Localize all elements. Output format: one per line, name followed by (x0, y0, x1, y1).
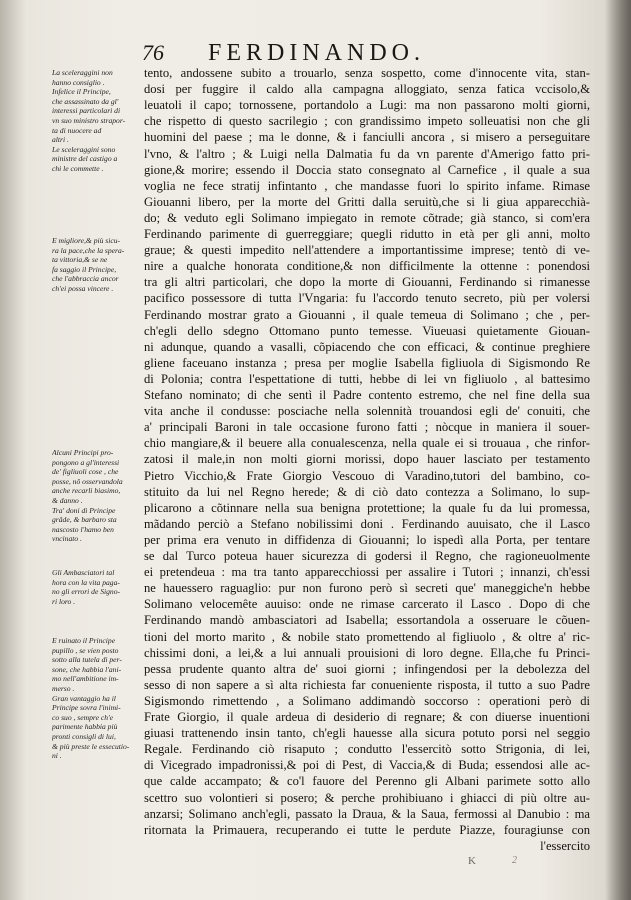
margin-note-line: pupillo , se vien posto (52, 645, 119, 655)
text-line: leuatoli il capo; tornossene, portandolo a Lugi: ma non passarono molti giorni, (144, 98, 590, 113)
text-line: Ferdinando mandò ambasciatori ad Isabella; essortandola a osseruare le cõuen- (144, 613, 590, 628)
text-line: ne hauessero raguaglio: pur non furono però sì secreti que' maneggiche'n hebbe (144, 581, 590, 596)
text-line: sesso di non sapere a sì alta richiesta far conueniente risposta, il tutto a suo Padre (144, 677, 590, 692)
text-line: chio mangiare,& il beuere alla conualescenza, nella quale ei si trouaua , che rinfor- (144, 436, 590, 451)
text-line: que calde accampato; & co'l fauore del Perenno gli Albani parimete sotto allo (144, 774, 590, 789)
margin-note-line: Tra' doni di Principe (52, 505, 116, 515)
margin-note-line: pronti consigli di lui, (52, 731, 116, 741)
text-line: l'essercito (540, 838, 590, 853)
margin-note-line: grâde, & barbaro sta (52, 515, 117, 525)
text-line: tento, andossene subito a trouarlo, senza sospetto, come d'innocente vita, stan- (144, 66, 590, 80)
margin-note-line: de' figliuoli cose , che (52, 467, 119, 477)
text-line: Ferdinando parimente di guerreggiare; quegli ridutto in età per gli anni, molto (144, 227, 590, 241)
text-line: anzarsi; Solimano anch'egli, passato la Draua, & la Saua, fermossi al Danubio : ma (144, 806, 590, 821)
text-line: l'vno, & l'altro ; & Luigi nella Dalmatia fu da vn parente d'Amerigo fatto pri- (144, 146, 590, 161)
signature-number: 2 (512, 855, 517, 866)
margin-note-line: posse, nô osservandola (52, 476, 123, 486)
margin-note-line: vn suo ministro strapor- (52, 115, 126, 125)
margin-note-line: che assassinato da gl' (52, 96, 119, 106)
margin-note (52, 68, 140, 174)
text-line: voglia ne fece stratij infintanto , che mandasse fuori lo spirito infame. Rimase (144, 178, 590, 193)
text-line: gione,& morire; essendo il Doccia stato consegnato al Carnefice , il quale a sua (144, 162, 590, 177)
margin-note-line: mo nell'ambitione im- (52, 674, 119, 684)
margin-note-line: fa saggio il Principe, (52, 264, 117, 274)
margin-note-line: ta di nuocere ad (52, 125, 102, 135)
text-line: ritornata la Primauera, recuperando ei tutte le perdute Piazze, fouragiunse con (144, 822, 590, 837)
margin-note-line: La sceleraggini non (52, 68, 113, 77)
margin-note-line: Principe sovra l'inimi- (52, 703, 121, 713)
page-edge-shadow (605, 0, 631, 900)
text-line: scettro suo volontieri si posero; & perche prohibiuano i ghiacci di più oltre au- (144, 790, 590, 805)
text-line: per prima era venuto in diffidenza di Giouanni; lo ispedì alla Porta, per tentare (144, 532, 590, 547)
margin-note-line: sotto alla tutela di per- (52, 655, 122, 665)
text-line: chissimi doni, a lei,& a lui annuali prouisioni di loro degne. Ella,che fu Princi- (144, 645, 590, 660)
text-line: pessa prudente quanto altra de' suoi giorni ; infingendosi per la debolezza del (144, 661, 590, 676)
text-line: mãdando perciò a Stefano nobilissimi doni . Ferdinando auuisato, che il Lasco (144, 516, 590, 531)
margin-note (52, 568, 140, 606)
margin-note-line: altri . (52, 135, 69, 145)
margin-note-line: hanno consiglio . (52, 77, 105, 87)
margin-note-line: merso . (52, 683, 75, 693)
text-line: Pietro Vicchio,& Frate Giorgio Vescouo di Varadino,tutori del bambino, co- (144, 468, 590, 483)
text-line: di Vicegrado impadronissi,& poi di Pest, di Vaccia,& di Buda; essendosi alle ac- (144, 758, 590, 773)
text-line: a' principali Baroni in tale occasione furono fatti ; nòcque in maniera il souer- (144, 420, 590, 435)
margin-note-line: ch'ei possa vincere . (52, 283, 114, 293)
margin-note-line: hora con la vita paga- (52, 577, 120, 587)
text-line: Solimano velocemête auuiso: onde ne rimase carcerato il Lasco . Dopo di che (144, 597, 590, 612)
text-line: dosi per fuggire il caldo alla campagna alloggiato, senza fatica vccisolo,& (144, 82, 590, 97)
margin-note-line: co suo , sempre ch'e (52, 712, 114, 722)
margin-note-line: ni . (52, 751, 62, 761)
page-number: 76 (142, 40, 164, 65)
margin-note-line: ta vittoria,& se ne (52, 255, 108, 265)
margin-note-line: E migliore,& più sicu- (52, 236, 121, 245)
text-line: Frate Giorgio, il quale ardeua di desiderio di regnare; & con diuerse inuentioni (144, 710, 590, 724)
margin-note-line: vncinato . (52, 534, 82, 544)
margin-note (52, 636, 140, 761)
margin-note-line: anche recarli biasimo, (52, 486, 121, 496)
text-line: plicarono a cõtinnare nella sua benigna protettione; la quale fu da lui promessa, (144, 500, 590, 515)
margin-note-line: Gli Ambasciatori tal (52, 568, 115, 577)
margin-note-line: interessi particolari di (52, 106, 121, 116)
text-line: Sigismondo rimettendo , a Solimano addimandò soccorso : operationi però di (144, 693, 590, 708)
text-line: se dal Turco poteua hauer sicurezza di godersi il Regno, che ragioneuolmente (144, 549, 590, 563)
text-line: nire a qualche honorata conditione,& non difficilmente la ottenne : ponendosi (144, 259, 590, 274)
margin-note-line: che l'abbraccia ancor (52, 274, 119, 284)
margin-note-line: pongono a gl'interessi (52, 457, 120, 467)
text-line: tioni del morto marito , & nobile stato promettendo al figliuolo , & oltre a' ric- (144, 629, 590, 644)
margin-note (52, 448, 140, 544)
margin-note-line: Infelice il Principe, (52, 87, 111, 97)
margin-note-line: Gran vantaggio ha il (52, 693, 116, 703)
text-line: Giouanni libero, per la morte del Gritti dalla seruitù,che si li giua apparecchià- (144, 194, 590, 209)
text-line: huomini del paese ; ma le donne, & i fanciulli ancora , si misero a perseguitare (144, 130, 590, 145)
text-line: di Polonia; contra l'espettatione di tutti, hebbe di lei vn figliuolo , al battesimo (144, 371, 590, 386)
text-line: giuasi trattenendo insin tanto, ch'egli hauesse alla sicura potuto porsi nel seggio (144, 726, 590, 741)
margin-note-line: E ruinato il Principe (52, 636, 116, 645)
margin-note-line: chi le commette . (52, 163, 104, 173)
running-title: FERDINANDO. (208, 40, 425, 66)
text-line: ch'egli dello sdegno Ottomano punto temesse. Viueuasi quietamente Giouan- (144, 323, 590, 338)
margin-note-line: Alcuni Principi pro- (52, 448, 114, 457)
margin-note-line: & danno . (52, 495, 83, 505)
margin-note-line: & più preste le essecutio- (52, 741, 130, 751)
margin-note-line: parimente habbia più (52, 722, 118, 732)
margin-note (52, 236, 140, 294)
text-line: ei pretendeua : ma tra tanto apparecchiossi per assalire i Tutori ; innanzi, ch'essi (144, 565, 590, 580)
signature-mark: K (468, 855, 476, 867)
text-line: ni adunque, quando a vasalli, cõpiacendo che con efficaci, & continue preghiere (144, 339, 590, 354)
text-line: stituito da lui nel Regno herede; & di ciò dato contezza a Solimano, lo sup- (144, 484, 590, 499)
text-line: tra gli altri particolari, che dopo la morte di Giouanni, Ferdinando si rimanesse (144, 275, 590, 290)
text-line: Stefano nominato; di che sentì il Padre contento estremo, che nel fine della sua (144, 388, 590, 402)
margin-note-line: nascosto l'hamo ben (52, 524, 114, 534)
text-line: gliene faceuano instanza ; presa per moglie Isabella figliuola di Sigismondo Re (144, 355, 590, 370)
margin-note-line: sone, che habbia l'ani- (52, 664, 122, 674)
text-line: che rispetto di questo sacrilegio ; con grandissimo impeto solleuatisi non che gli (144, 114, 590, 129)
text-line: do; & veduto egli Solimano impiegato in remote cõtrade; già stanco, si com'era (144, 210, 590, 225)
text-line: graue; & questi impedito nell'attendere a importantissime imprese; tentò di ve- (144, 243, 590, 258)
text-line: zatosi il male,in non molti giorni morissi, dopo hauer lasciato per testamento (144, 452, 590, 467)
margin-note-line: ra la pace,che la spera- (52, 245, 125, 255)
margin-note-line: no gli errori de Signo- (52, 587, 121, 597)
text-line: Ferdinando mostrar grato a Giouanni , il quale temeua di Solimano ; che , per- (144, 307, 590, 322)
margin-note-line: ri loro . (52, 596, 76, 606)
margin-note-line: ministre del castigo a (52, 154, 118, 164)
margin-note-line: Le sceleraggini sono (52, 144, 116, 154)
text-line: Regale. Ferdinando ciò risaputo ; condutto l'essercitò sotto Strigonia, di lei, (144, 742, 590, 757)
text-line: pacifico possessore di tutta l'Vngaria: fu l'accordo tenuto secreto, più per volersi (144, 291, 590, 306)
text-line: vita anche il condusse: posciache nella solennità trouandosi egli de' conuiti, che (144, 404, 590, 419)
